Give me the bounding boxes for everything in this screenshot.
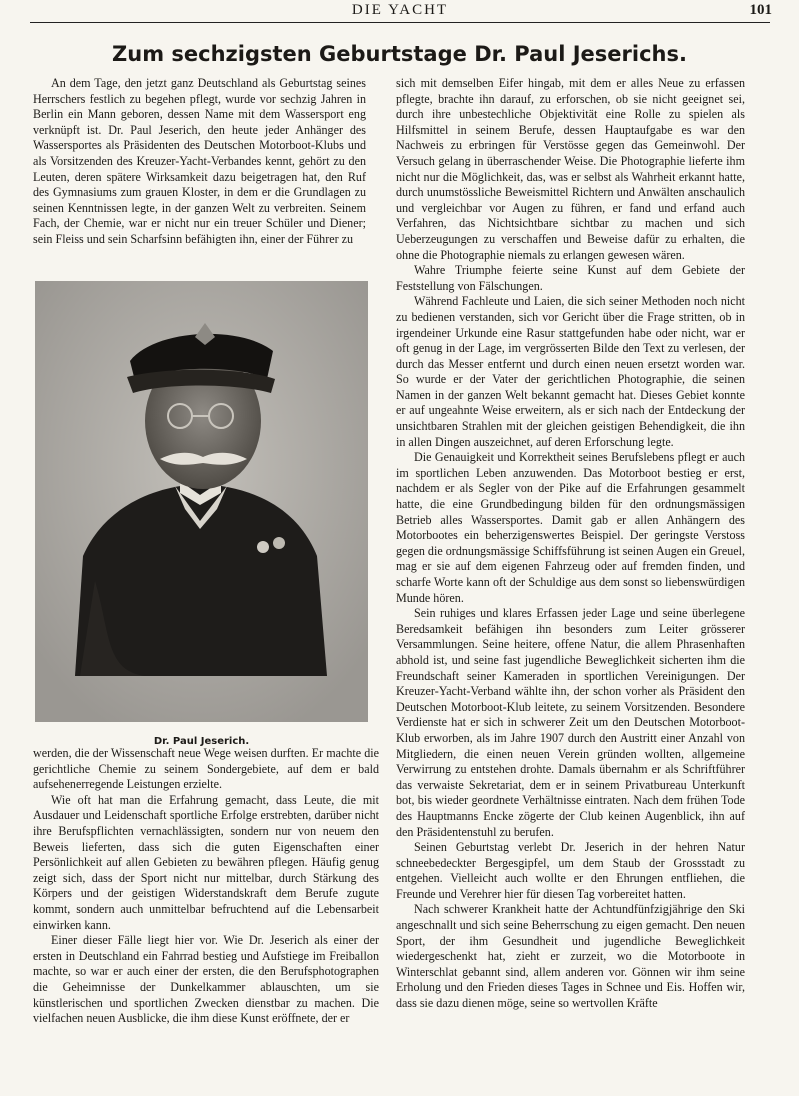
running-head: DIE YACHT [351, 2, 449, 18]
paragraph: sich mit demselben Eifer hingab, mit dem er alles Neue zu erfassen pflegte, brachte ihn darauf, zu erforschen, ob sie nicht geeignet sei, durch ihre unbestechliche Objektivität eine Rolle zu spielen als Hilfsmittel in seinem Berufe, dessen Hauptaufgabe es war den Nachweis zu erbringen für Verstösse gegen das Gemeinwohl. Der Versuch gelang in überraschender Weise. Die Photographie lieferte ihm nicht nur die Möglichkeit, das, was er selbst als Wahrheit erkannt hatte, durch unumstössliche Beweismittel Richtern und Anwälten anschaulich und vergleichbar vor Augen zu führen, er fand und erfand auch Verfahren, das Nichtsichtbare sichtbar zu machen und sich Ueberzeugungen zu verschaffen und Beweise dafür zu erhalten, die ohne die Photographie niemals zu erlangen gewesen wären. [396, 76, 745, 262]
paragraph: Wie oft hat man die Erfahrung gemacht, dass Leute, die mit Ausdauer und Leidenschaft sportliche Erfolge erstrebten, darüber nicht ihre Berufspflichten vernachlässigten, sondern nur von neuem den Beweis lieferten, dass sich die guten Eigenschaften einer Persönlichkeit auf allen Gebieten zu bewähren pflegen. Häufig genug zeigt sich, dass der Sport nicht nur mittelbar, durch Stärkung des Körpers und der geistigen Widerstandskraft dem Berufe zugute kommt, sondern auch unmittelbar befruchtend auf die Lebensarbeit einwirken kann. [33, 792, 379, 932]
paragraph: Sein ruhiges und klares Erfassen jeder Lage und seine überlegene Beredsamkeit befähigen ihn besonders zum Leiter grösserer Versammlungen. Seine heitere, offene Natur, die allem Phrasenhaften abhold ist, und seine fast jugendliche Beweglichkeit sicherten ihm die Freundschaft seiner Kameraden in sportlichen Vereinigungen. Der Kreuzer-Yacht-Verband wählte ihn, der schon vorher als Präsident den Deutschen Motorboot-Klub leitete, zu seinem Vorsitzenden. Besondere Verdienste hat er sich in schwerer Zeit um den Deutschen Motorboot-Klub erworben, als im Jahre 1907 durch den Austritt einer Anzahl von Mitgliedern, die einen neuen Verein gründen wollten, allgemeine Verwirrung zu entstehen drohte. Damals übernahm er als Schriftführer das verwaiste Sekretariat, dem er in seinem Privatbureau Unterkunft bot, bis wieder geordnete Verhältnisse eintraten. Nach dem frühen Tode des Hauptmanns Encke zögerte der Club keinen Augenblick, ihn auf den Präsidentenstuhl zu berufen. [396, 606, 745, 839]
paragraph: Während Fachleute und Laien, die sich seiner Methoden noch nicht zu bedienen verstanden, sich vor Gericht über die Frage stritten, ob in irgendeiner Urkunde eine Rasur stattgefunden habe oder nicht, war er oft genug in der Lage, im vergrösserten Bilde den Text zu verlesen, der durch das Messer entfernt und durch einen neuen ersetzt worden war. So wurde er der Vater der gerichtlichen Photographie, die seinen Namen in der ganzen Welt bekannt gemacht hat. Dieses Gebiet konnte er auf ungeahnte Weise erweitern, als er sich nach der Entdeckung der unsichtbaren Strahlen mit der gleichen geistigen Behendigkeit, die ihn in allen Dingen auszeichnet, auf deren Erforschung legte. [396, 294, 745, 449]
page-header [30, 2, 770, 22]
paragraph: An dem Tage, den jetzt ganz Deutschland als Geburtstag seines Herrschers festlich zu begehen pflegt, wurde vor sechzig Jahren in Berlin ein Mann geboren, dessen Name mit dem Wassersport eng verknüpft ist. Dr. Paul Jeserich, den heute jeder Anhänger des Wassersportes als Präsidenten des Deutschen Motorboot-Klubs und als Vorsitzenden des Kreuzer-Yacht-Verbandes kennt, gehört zu den Leuten, deren spätere Wirksamkeit dazu beigetragen hat, den Ruf des Gymnasiums zum grauen Kloster, in dem er die Grundlagen zu seinen Kenntnissen legte, in der ganzen Welt zu verbreiten. Seinem Fach, der Chemie, war er nicht nur ein treuer Schüler und Diener; sein Fleiss und sein Scharfsinn befähigten ihn, einer der Führer zu [33, 76, 366, 246]
paragraph: Einer dieser Fälle liegt hier vor. Wie Dr. Jeserich als einer der ersten in Deutschland ein Fahrrad bestieg und Aufstiege im Freiballon machte, so war er auch einer der ersten, die den Berufsphotographen die Geheimnisse der Dunkelkammer ablauschten, um sie künstlerischen und sportlichen Zwecken dienstbar zu machen. Die vielfachen neuen Ausblicke, die ihm diese Kunst eröffnete, der er [33, 933, 379, 1026]
header-rule [30, 22, 770, 23]
paragraph: Nach schwerer Krankheit hatte der Achtundfünfzigjährige den Ski angeschnallt und sich seine Beherrschung zu eigen gemacht. Den neuen Sport, der ihm Gesundheit und jugendliche Beweglichkeit wiedergeschenkt hat, zieht er zurzeit, wo die Motorboote in Winterschlat gebannt sind, allem anderen vor. Gönnen wir ihm seine Erholung und den Frieden dieses Tages in Schnee und Eis. Hoffen wir, dass sie dazu dienen möge, seine so wertvollen Kräfte [396, 902, 745, 1011]
portrait-photo [35, 281, 368, 722]
paragraph: Wahre Triumphe feierte seine Kunst auf dem Gebiete der Feststellung von Fälschungen. [396, 263, 745, 293]
portrait-illustration [35, 281, 368, 722]
article-title: Zum sechzigsten Geburtstage Dr. Paul Jeserichs. [112, 42, 687, 66]
paragraph: Seinen Geburtstag verlebt Dr. Jeserich in der hehren Natur schneebedeckter Bergesgipfel, um dem Staub der Grossstadt zu entgehen. Vielleicht auch wollte er den Ehrungen entfliehen, die Freunde und Verehrer hier für diesen Tag vorbereitet hatten. [396, 840, 745, 901]
photo-caption: Dr. Paul Jeserich. [153, 736, 250, 747]
paragraph: werden, die der Wissenschaft neue Wege weisen durften. Er machte die gerichtliche Chemie zu seinem Sondergebiete, auf dem er bald aufsehenerregende Leistungen erzielte. [33, 746, 379, 792]
paragraph: Die Genauigkeit und Korrektheit seines Berufslebens pflegt er auch im sportlichen Leben anzuwenden. Das Motorboot bestieg er erst, nachdem er als Segler von der Pike auf die Erfahrungen gesammelt hatte, die eine Grundbedingung bilden für den ordnungsmässigen Betrieb alles Wassersportes. Damit gab er allen Anhängern des Motorbootes ein beherzigenswertes Beispiel. Der geringste Verstoss gegen die ordnungsmässige Schiffsführung ist seinen Augen ein Greuel, mag er sie auf dem eigenen Fahrzeug oder auf fremden finden, und scharfe Worte kann oft der Schuldige aus dem sonst so liebenswürdigen Munde hören. [396, 450, 745, 605]
left-column-top [33, 76, 366, 248]
left-column-bottom [33, 746, 379, 1027]
right-column [396, 76, 745, 1012]
page-number: 101 [749, 2, 772, 18]
